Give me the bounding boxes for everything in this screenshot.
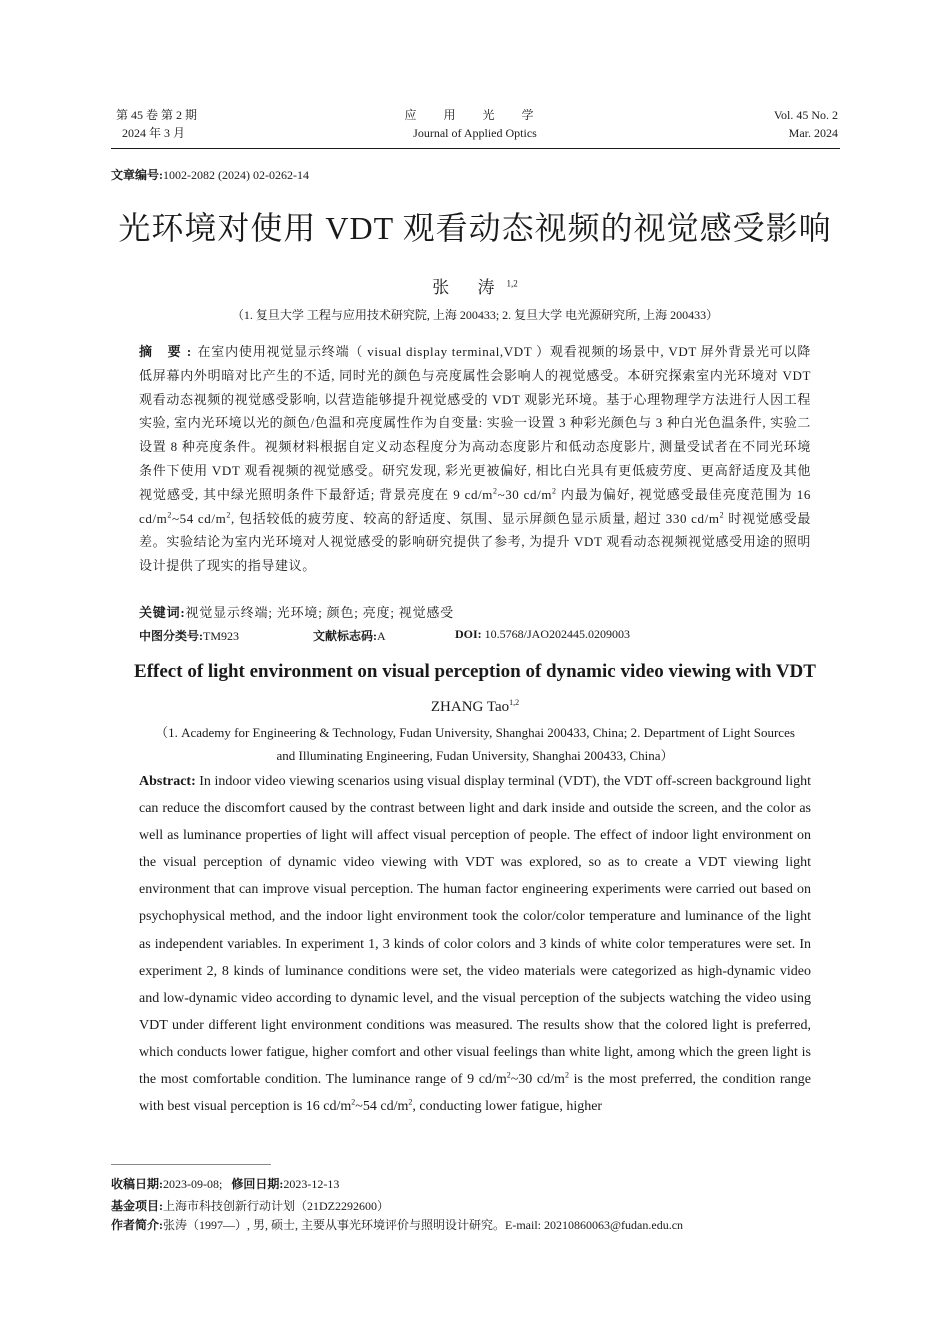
superscript: 2 [564, 1070, 569, 1080]
title-cn: 光环境对使用 VDT 观看动态视频的视觉感受影响 [118, 210, 832, 246]
superscript: 2 [492, 486, 498, 496]
title-en: Effect of light environment on visual perception of dynamic video viewing with VDT [134, 661, 816, 682]
author-name-en: ZHANG Tao [430, 699, 510, 715]
article-number [111, 166, 309, 183]
article-number-value: 1002-2082 (2024) 02-0262-14 [163, 168, 309, 182]
abstract-en-text: , conducting lower fatigue, higher [412, 1099, 603, 1115]
abstract-cn-text: 时视觉感受最差。实验结论为室内光环境对人视觉感受的影响研究提供了参考, 为提升 VDT 观看动态视频视觉感受用途的照明设计提供了现实的指导建议。 [139, 510, 812, 574]
keywords-cn [139, 602, 811, 621]
clc-number [139, 627, 239, 644]
abstract-en-text: ~54 cd/m [355, 1099, 409, 1115]
superscript: 2 [226, 510, 231, 520]
superscript: 2 [167, 510, 173, 520]
date-cn: 2024 年 3 月 [122, 126, 186, 140]
abstract-cn-text: , 包括较低的疲劳度、较高的舒适度、氛围、显示屏颜色显示质量, 超过 330 cd/m [230, 510, 720, 526]
volume-en: Vol. 45 No. 2 [773, 108, 838, 122]
bio-label: 作者简介: [111, 1218, 163, 1232]
bio-value: 张涛（1997—）, 男, 硕士, 主要从事光环境评价与照明设计研究。E-mail: 20210860063@fudan.edu.cn [163, 1218, 684, 1232]
abstract-en [139, 768, 811, 1120]
superscript: 2 [506, 1070, 511, 1080]
clc-label: 中图分类号: [139, 629, 203, 643]
affiliation-cn: （1. 复旦大学 工程与应用技术研究院, 上海 200433; 2. 复旦大学 电光源研究所, 上海 200433） [231, 308, 719, 322]
abstract-en-text: ~30 cd/m [510, 1072, 565, 1088]
abstract-cn-text: 在室内使用视觉显示终端（ visual display terminal,VDT ）观看视频的场景中, VDT 屏外背景光可以降低屏幕内外明暗对比产生的不适, 同时光的颜色与亮度属性会影响人的视觉感受。本研究探索室内光环境对 VDT 观看动态视频的视觉感受影响, 以营造能够提升视觉感受的 VDT 观影光环境。基于心理物理学方法进行人因工程实验, 室内光环境以光的颜色/色温和亮度属性作为自变量: 实验一设置 3 种彩光颜色与 3 种白光色温条件, 实验二设置 8 种亮度条件。视频材料根据自定义动态程度分为高动态度影片和低动态度影片, 测量受试者在不同光环境条件下使用 VDT 观看视频的视觉感受。研究发现, 彩光更被偏好, 相比白光具有更低疲劳度、更高舒适度及其他视觉感受, 其中绿光照明条件下最舒适; 背景亮度在 9 cd/m [139, 344, 811, 502]
running-header-right [774, 106, 838, 142]
author-affiliation-marker-en: 1,2 [509, 698, 520, 707]
received-label: 收稿日期: [111, 1177, 163, 1191]
article-number-label: 文章编号: [111, 168, 163, 182]
revised-value: 2023-12-13 [283, 1177, 340, 1191]
author-en [0, 699, 950, 716]
footnote-fund [111, 1197, 389, 1215]
journal-name-cn: 应 用 光 学 [404, 108, 546, 122]
abstract-en-text: is the most preferred, the condition range with best visual perception is 16 cd/m [139, 1072, 811, 1115]
author-cn [0, 273, 950, 298]
superscript: 2 [351, 1097, 356, 1107]
keywords-cn-value: 视觉显示终端; 光环境; 颜色; 亮度; 视觉感受 [185, 605, 454, 620]
superscript: 2 [719, 510, 725, 520]
document-code-value: A [377, 629, 386, 643]
journal-name-en: Journal of Applied Optics [413, 126, 537, 140]
abstract-cn [139, 340, 811, 578]
clc-value: TM923 [203, 629, 239, 643]
abstract-cn-label: 摘 要: [139, 344, 198, 359]
fund-value: 上海市科技创新行动计划（21DZ2292600） [163, 1199, 389, 1213]
fund-label: 基金项目: [111, 1199, 163, 1213]
abstract-cn-text: 内最为偏好, 视觉感受最佳亮度范围为 16 cd/m [139, 486, 812, 526]
affiliation-en: （1. Academy for Engineering & Technology, Fudan University, Shanghai 200433, China; 2. Department of Light Sources and Illuminating Engineering, Fudan University, Shanghai 200433, China） [155, 725, 795, 763]
keywords-cn-label: 关键词: [139, 605, 186, 620]
issue-cn: 第 45 卷 第 2 期 [116, 108, 198, 122]
footnote-rule [111, 1164, 271, 1165]
footnote-author-bio [111, 1216, 683, 1234]
footnote-dates [111, 1175, 339, 1193]
author-affiliation-marker-cn: 1,2 [506, 278, 518, 289]
abstract-en-label: Abstract: [139, 774, 196, 789]
date-en: Mar. 2024 [788, 126, 838, 140]
header-rule [111, 148, 840, 149]
superscript: 2 [408, 1097, 413, 1107]
revised-label: 修回日期: [231, 1177, 284, 1191]
received-value: 2023-09-08; [163, 1177, 223, 1191]
superscript: 2 [552, 486, 557, 496]
document-code-label: 文献标志码: [313, 629, 377, 643]
doi-value: 10.5768/JAO202445.0209003 [481, 627, 631, 641]
abstract-en-text: In indoor video viewing scenarios using visual display terminal (VDT), the VDT off-screen background light can reduce the discomfort caused by the contrast between light and dark inside and outside the screen, and the color as well as luminance properties of light will affect visual perception of people. The effect of indoor light environment on the visual perception of dynamic video viewing with VDT was explored, so as to create a VDT viewing light environment that can improve visual perception. The human factor engineering experiments were carried out based on psychophysical method, and the indoor light environment took the color/color temperature and luminance of the light as independent variables. In experiment 1, 3 kinds of color colors and 3 kinds of white color temperatures were set. In experiment 2, 8 kinds of luminance conditions were set, the video materials were categorized as high-dynamic video and low-dynamic video according to dynamic level, and the visual perception of the subjects watching the video using VDT under different light environment conditions was measured. The results show that the colored light is preferred, which conducts lower fatigue, higher comfort and other visual feelings than white light, among which the green light is the most comfortable condition. The luminance range of 9 cd/m [139, 774, 811, 1088]
document-code [313, 627, 386, 644]
abstract-cn-text: ~54 cd/m [172, 510, 227, 526]
abstract-cn-text: ~30 cd/m [497, 486, 553, 502]
doi-label: DOI: [455, 627, 482, 641]
author-name-cn: 张 涛 [432, 278, 507, 297]
doi [455, 627, 630, 642]
